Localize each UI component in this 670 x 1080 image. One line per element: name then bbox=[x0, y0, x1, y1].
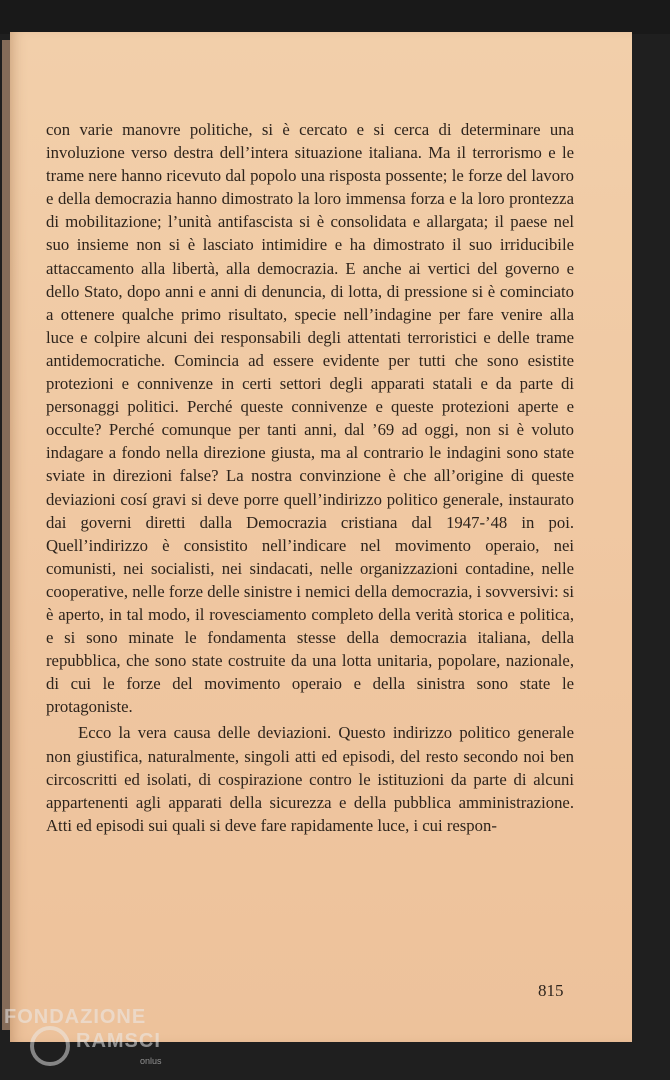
watermark-suffix: onlus bbox=[140, 1056, 162, 1066]
watermark-line2: RAMSCI bbox=[76, 1030, 161, 1052]
watermark-line1: FONDAZIONE bbox=[4, 1006, 147, 1028]
scan-border-top bbox=[0, 0, 670, 34]
page-number: 815 bbox=[538, 981, 564, 1000]
paragraph-2: Ecco la vera causa delle deviazioni. Questo indirizzo politico generale non giustifica, naturalmente, singoli atti ed episodi, del resto secondo noi ben circoscritti ed isolati, di cospirazione contro le istituzioni da parte di alcuni appartenenti agli apparati della sicurezza e della pubblica amministrazione. Atti ed episodi sui quali si deve fare rapidamente luce, i cui respon- bbox=[46, 723, 574, 835]
g-logo-icon bbox=[30, 1026, 70, 1066]
body-text bbox=[46, 118, 574, 837]
paragraph-1: con varie manovre politiche, si è cercato e si cerca di determinare una involuzione verso destra dell’intera situazione italiana. Ma il terrorismo e le trame nere hanno ricevuto dal popolo una risposta possente; le forze del lavoro e della democrazia hanno dimostrato la loro immensa forza e la loro prontezza di mobilitazione; l’unità antifascista si è consolidata e allargata; il paese nel suo insieme non si è lasciato intimidire e ha dimostrato il suo irriducibile attaccamento alla libertà, alla democrazia. E anche ai vertici del governo e dello Stato, dopo anni e anni di denuncia, di lotta, di pressione si è cominciato a ottenere qualche primo risultato, specie nell’indagine per fare venire alla luce e colpire alcuni dei responsabili degli attentati terroristici e delle trame antidemocratiche. Comincia ad essere evidente per tutti che sono esistite protezioni e connivenze in certi settori degli apparati statali e da parte di personaggi politici. Perché queste connivenze e queste protezioni aperte e occulte? Perché comunque per tanti anni, dal ’69 ad oggi, non si è voluto indagare a fondo nella direzione giusta, ma al contrario le indagini sono state sviate in direzioni false? La nostra convinzione è che all’origine di queste deviazioni cosí gravi si deve porre quell’indirizzo politico generale, instaurato dai governi diretti dalla Democrazia cristiana dal 1947-’48 in poi. Quell’indirizzo è consistito nell’indicare nel movimento operaio, nei comunisti, nei socialisti, nei sindacati, nelle organizzazioni contadine, nelle cooperative, nelle forze delle sinistre i nemici della democrazia, i sovversivi: si è aperto, in tal modo, il rovesciamento completo della verità storica e politica, e si sono minate le fondamenta stesse della democrazia italiana, della repubblica, che sono state costruite da una lotta unitaria, popolare, nazionale, di cui le forze del movimento operaio e della sinistra sono state le protagoniste. bbox=[46, 120, 574, 717]
